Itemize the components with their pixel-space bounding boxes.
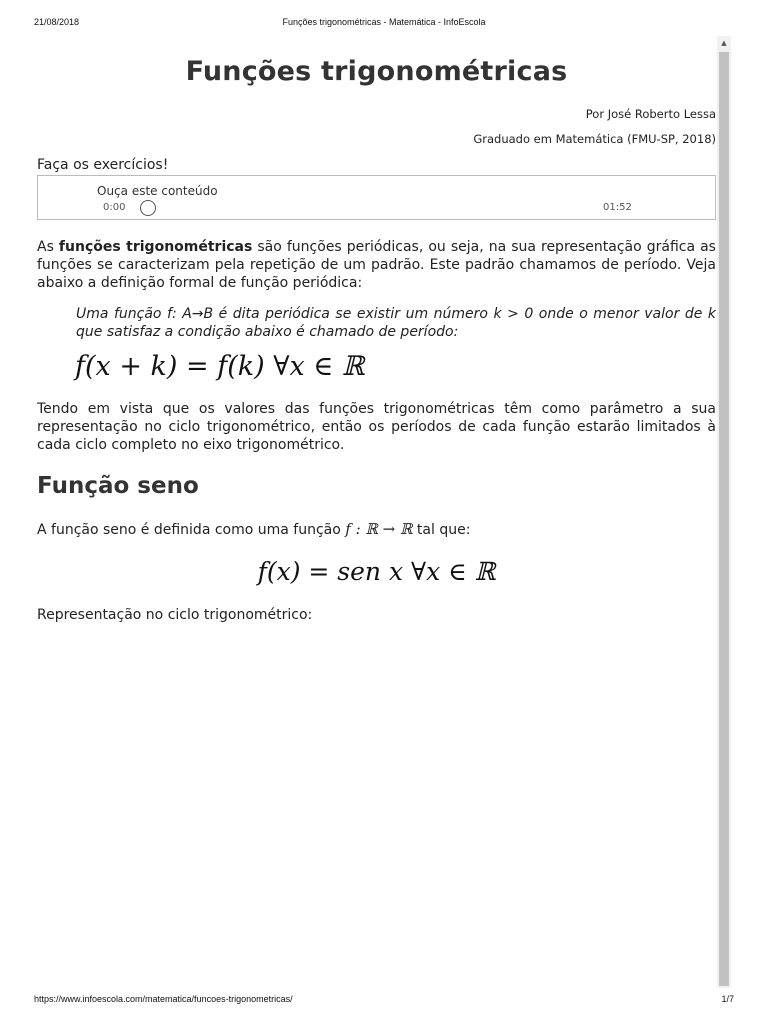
sine-definition <box>37 520 716 539</box>
intro-prefix: As <box>37 239 59 255</box>
definition-quote: Uma função f: A→B é dita periódica se existir um número k > 0 onde o menor valor de k que satisfaz a condição abaixo é chamado de período: <box>76 306 716 340</box>
audio-label: Ouça este conteúdo <box>97 184 218 198</box>
sine-formula: f(x) = sen x ∀x ∈ ℝ <box>257 557 496 586</box>
author-byline: Por José Roberto Lessa <box>585 107 716 121</box>
audio-current-time: 0:00 <box>103 202 126 213</box>
sine-def-math: f : ℝ → ℝ <box>345 520 413 538</box>
intro-paragraph <box>37 238 716 292</box>
print-page-number: 1/7 <box>721 994 734 1004</box>
sine-def-prefix: A função seno é definida como uma função <box>37 522 346 538</box>
section-heading-sine: Função seno <box>37 473 199 499</box>
print-date: 21/08/2018 <box>34 17 80 27</box>
exercises-link[interactable]: Faça os exercícios! <box>37 157 169 173</box>
audio-seek-handle[interactable] <box>140 200 156 216</box>
article-title: Funções trigonométricas <box>185 56 568 87</box>
scrollbar[interactable] <box>717 36 731 988</box>
scrollbar-thumb[interactable] <box>719 52 729 986</box>
scroll-up-arrow-icon[interactable]: ▲ <box>721 39 727 47</box>
intro-bold-term: funções trigonométricas <box>58 239 253 255</box>
print-header <box>34 17 734 31</box>
print-page-title: Funções trigonométricas - Matemática - InfoEscola <box>282 17 486 27</box>
audio-player[interactable] <box>37 175 716 220</box>
print-footer <box>34 994 734 1008</box>
author-credentials: Graduado em Matemática (FMU-SP, 2018) <box>473 132 716 146</box>
intro-rest: são funções periódicas, ou seja, na sua representação gráfica as funções se caracterizam pela repetição de um padrão. Este padrão chamamos de período. Veja abaixo a definição formal de função periódica: <box>37 239 716 291</box>
audio-duration: 01:52 <box>603 202 632 213</box>
sine-def-suffix: tal que: <box>412 522 471 538</box>
print-url: https://www.infoescola.com/matematica/funcoes-trigonometricas/ <box>34 994 293 1004</box>
representation-paragraph: Representação no ciclo trigonométrico: <box>37 607 313 623</box>
context-paragraph: Tendo em vista que os valores das funções trigonométricas têm como parâmetro a sua representação no ciclo trigonométrico, então os períodos de cada função estarão limitados à cada ciclo completo no eixo trigonométrico. <box>37 401 716 453</box>
periodic-formula: f(x + k) = f(k) ∀x ∈ ℝ <box>75 351 365 382</box>
